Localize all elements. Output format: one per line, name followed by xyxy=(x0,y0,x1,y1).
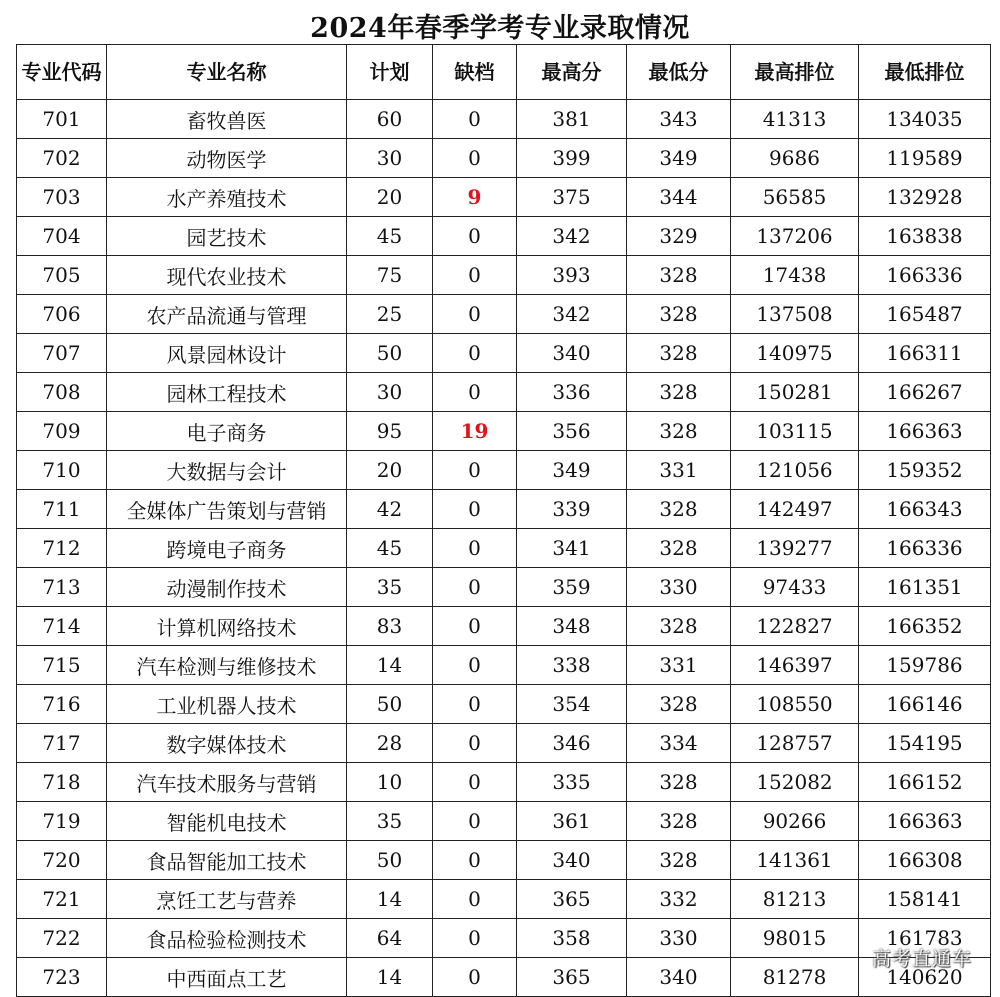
cell-max-score: 335 xyxy=(517,763,627,802)
cell-code: 718 xyxy=(17,763,107,802)
cell-max-rank: 56585 xyxy=(731,178,859,217)
cell-name: 计算机网络技术 xyxy=(107,607,347,646)
cell-code: 707 xyxy=(17,334,107,373)
cell-max-score: 348 xyxy=(517,607,627,646)
cell-min-rank: 134035 xyxy=(859,100,991,139)
header-gap: 缺档 xyxy=(433,45,517,100)
cell-min-rank: 132928 xyxy=(859,178,991,217)
cell-code: 706 xyxy=(17,295,107,334)
table-row xyxy=(17,139,991,178)
cell-plan: 42 xyxy=(347,490,433,529)
cell-code: 712 xyxy=(17,529,107,568)
cell-code: 714 xyxy=(17,607,107,646)
cell-min-score: 328 xyxy=(627,490,731,529)
cell-max-score: 399 xyxy=(517,139,627,178)
cell-min-score: 331 xyxy=(627,646,731,685)
table-row xyxy=(17,841,991,880)
cell-name: 食品检验检测技术 xyxy=(107,919,347,958)
cell-min-score: 328 xyxy=(627,256,731,295)
table-row xyxy=(17,373,991,412)
cell-gap: 0 xyxy=(433,373,517,412)
cell-name: 动物医学 xyxy=(107,139,347,178)
cell-max-score: 365 xyxy=(517,958,627,997)
cell-max-rank: 146397 xyxy=(731,646,859,685)
cell-min-score: 328 xyxy=(627,685,731,724)
header-row xyxy=(17,45,991,100)
header-min-rank: 最低排位 xyxy=(859,45,991,100)
cell-gap: 0 xyxy=(433,646,517,685)
cell-name: 动漫制作技术 xyxy=(107,568,347,607)
cell-max-rank: 121056 xyxy=(731,451,859,490)
cell-gap: 0 xyxy=(433,568,517,607)
cell-name: 工业机器人技术 xyxy=(107,685,347,724)
cell-name: 全媒体广告策划与营销 xyxy=(107,490,347,529)
cell-min-score: 329 xyxy=(627,217,731,256)
cell-plan: 83 xyxy=(347,607,433,646)
cell-name: 大数据与会计 xyxy=(107,451,347,490)
cell-min-score: 332 xyxy=(627,880,731,919)
cell-gap: 0 xyxy=(433,451,517,490)
cell-max-score: 381 xyxy=(517,100,627,139)
cell-gap: 19 xyxy=(433,412,517,451)
page-title: 2024年春季学考专业录取情况 xyxy=(310,13,690,44)
cell-min-rank: 158141 xyxy=(859,880,991,919)
table-row xyxy=(17,685,991,724)
table-row xyxy=(17,217,991,256)
cell-code: 723 xyxy=(17,958,107,997)
cell-gap: 0 xyxy=(433,607,517,646)
cell-min-rank: 161783 xyxy=(859,919,991,958)
admission-table xyxy=(16,44,991,997)
table-row xyxy=(17,256,991,295)
cell-min-rank: 166308 xyxy=(859,841,991,880)
cell-name: 智能机电技术 xyxy=(107,802,347,841)
table-row xyxy=(17,763,991,802)
cell-min-score: 330 xyxy=(627,568,731,607)
cell-max-score: 365 xyxy=(517,880,627,919)
cell-plan: 30 xyxy=(347,139,433,178)
cell-min-rank: 119589 xyxy=(859,139,991,178)
cell-min-rank: 140620 xyxy=(859,958,991,997)
header-max-score: 最高分 xyxy=(517,45,627,100)
cell-code: 720 xyxy=(17,841,107,880)
cell-min-score: 328 xyxy=(627,529,731,568)
cell-min-score: 328 xyxy=(627,373,731,412)
cell-plan: 35 xyxy=(347,802,433,841)
cell-min-rank: 159786 xyxy=(859,646,991,685)
cell-name: 跨境电子商务 xyxy=(107,529,347,568)
cell-min-score: 343 xyxy=(627,100,731,139)
cell-min-rank: 163838 xyxy=(859,217,991,256)
cell-min-score: 334 xyxy=(627,724,731,763)
cell-max-rank: 81213 xyxy=(731,880,859,919)
cell-max-rank: 41313 xyxy=(731,100,859,139)
table-row xyxy=(17,490,991,529)
cell-plan: 14 xyxy=(347,958,433,997)
cell-max-score: 356 xyxy=(517,412,627,451)
cell-plan: 35 xyxy=(347,568,433,607)
cell-max-rank: 90266 xyxy=(731,802,859,841)
cell-gap: 0 xyxy=(433,919,517,958)
cell-min-rank: 166336 xyxy=(859,256,991,295)
cell-name: 园艺技术 xyxy=(107,217,347,256)
table-body xyxy=(17,100,991,997)
header-code: 专业代码 xyxy=(17,45,107,100)
cell-max-rank: 9686 xyxy=(731,139,859,178)
table-row xyxy=(17,802,991,841)
cell-max-rank: 98015 xyxy=(731,919,859,958)
cell-max-rank: 108550 xyxy=(731,685,859,724)
cell-name: 农产品流通与管理 xyxy=(107,295,347,334)
table-row xyxy=(17,529,991,568)
cell-max-score: 339 xyxy=(517,490,627,529)
cell-plan: 14 xyxy=(347,880,433,919)
cell-max-rank: 122827 xyxy=(731,607,859,646)
cell-max-rank: 140975 xyxy=(731,334,859,373)
cell-max-score: 342 xyxy=(517,217,627,256)
watermark: 高考直通车 xyxy=(871,948,972,970)
cell-max-score: 340 xyxy=(517,841,627,880)
cell-plan: 95 xyxy=(347,412,433,451)
cell-name: 风景园林设计 xyxy=(107,334,347,373)
cell-min-rank: 166343 xyxy=(859,490,991,529)
cell-max-rank: 17438 xyxy=(731,256,859,295)
cell-min-score: 328 xyxy=(627,412,731,451)
cell-min-rank: 166267 xyxy=(859,373,991,412)
cell-code: 711 xyxy=(17,490,107,529)
cell-code: 713 xyxy=(17,568,107,607)
cell-code: 721 xyxy=(17,880,107,919)
cell-max-rank: 137206 xyxy=(731,217,859,256)
table-row xyxy=(17,919,991,958)
cell-plan: 45 xyxy=(347,217,433,256)
cell-code: 708 xyxy=(17,373,107,412)
cell-plan: 10 xyxy=(347,763,433,802)
cell-min-rank: 165487 xyxy=(859,295,991,334)
cell-max-score: 354 xyxy=(517,685,627,724)
cell-min-score: 330 xyxy=(627,919,731,958)
table-row xyxy=(17,724,991,763)
cell-code: 710 xyxy=(17,451,107,490)
cell-code: 705 xyxy=(17,256,107,295)
cell-name: 中西面点工艺 xyxy=(107,958,347,997)
cell-gap: 0 xyxy=(433,529,517,568)
cell-max-score: 341 xyxy=(517,529,627,568)
cell-gap: 0 xyxy=(433,256,517,295)
cell-min-score: 328 xyxy=(627,607,731,646)
cell-gap: 0 xyxy=(433,724,517,763)
cell-max-rank: 81278 xyxy=(731,958,859,997)
table-row xyxy=(17,958,991,997)
cell-max-score: 342 xyxy=(517,295,627,334)
cell-plan: 60 xyxy=(347,100,433,139)
cell-min-rank: 166352 xyxy=(859,607,991,646)
cell-min-score: 349 xyxy=(627,139,731,178)
cell-min-rank: 166336 xyxy=(859,529,991,568)
cell-min-score: 328 xyxy=(627,295,731,334)
cell-min-score: 328 xyxy=(627,334,731,373)
cell-plan: 50 xyxy=(347,334,433,373)
table-row xyxy=(17,880,991,919)
cell-max-score: 393 xyxy=(517,256,627,295)
cell-max-rank: 150281 xyxy=(731,373,859,412)
cell-name: 电子商务 xyxy=(107,412,347,451)
cell-name: 数字媒体技术 xyxy=(107,724,347,763)
cell-plan: 75 xyxy=(347,256,433,295)
cell-max-score: 358 xyxy=(517,919,627,958)
cell-max-rank: 139277 xyxy=(731,529,859,568)
cell-max-score: 361 xyxy=(517,802,627,841)
cell-min-score: 340 xyxy=(627,958,731,997)
cell-max-rank: 142497 xyxy=(731,490,859,529)
cell-min-score: 328 xyxy=(627,841,731,880)
cell-min-score: 331 xyxy=(627,451,731,490)
cell-max-score: 336 xyxy=(517,373,627,412)
cell-plan: 25 xyxy=(347,295,433,334)
cell-gap: 0 xyxy=(433,295,517,334)
cell-name: 烹饪工艺与营养 xyxy=(107,880,347,919)
cell-max-score: 349 xyxy=(517,451,627,490)
header-min-score: 最低分 xyxy=(627,45,731,100)
cell-gap: 0 xyxy=(433,880,517,919)
cell-gap: 0 xyxy=(433,841,517,880)
cell-min-rank: 166311 xyxy=(859,334,991,373)
cell-min-score: 344 xyxy=(627,178,731,217)
cell-code: 702 xyxy=(17,139,107,178)
cell-max-rank: 103115 xyxy=(731,412,859,451)
cell-min-rank: 161351 xyxy=(859,568,991,607)
table-row xyxy=(17,100,991,139)
cell-code: 701 xyxy=(17,100,107,139)
table-row xyxy=(17,607,991,646)
cell-code: 716 xyxy=(17,685,107,724)
cell-min-rank: 166363 xyxy=(859,802,991,841)
table-row xyxy=(17,178,991,217)
cell-code: 719 xyxy=(17,802,107,841)
cell-gap: 0 xyxy=(433,334,517,373)
cell-plan: 14 xyxy=(347,646,433,685)
cell-gap: 9 xyxy=(433,178,517,217)
cell-name: 汽车技术服务与营销 xyxy=(107,763,347,802)
cell-min-score: 328 xyxy=(627,802,731,841)
cell-gap: 0 xyxy=(433,802,517,841)
table-row xyxy=(17,451,991,490)
cell-gap: 0 xyxy=(433,763,517,802)
cell-max-rank: 152082 xyxy=(731,763,859,802)
cell-code: 704 xyxy=(17,217,107,256)
cell-min-score: 328 xyxy=(627,763,731,802)
cell-max-rank: 97433 xyxy=(731,568,859,607)
cell-plan: 64 xyxy=(347,919,433,958)
header-name: 专业名称 xyxy=(107,45,347,100)
cell-max-score: 340 xyxy=(517,334,627,373)
cell-min-rank: 154195 xyxy=(859,724,991,763)
cell-name: 水产养殖技术 xyxy=(107,178,347,217)
cell-name: 园林工程技术 xyxy=(107,373,347,412)
cell-gap: 0 xyxy=(433,217,517,256)
cell-gap: 0 xyxy=(433,139,517,178)
cell-min-rank: 166146 xyxy=(859,685,991,724)
cell-plan: 50 xyxy=(347,685,433,724)
cell-max-rank: 137508 xyxy=(731,295,859,334)
cell-code: 703 xyxy=(17,178,107,217)
cell-max-score: 346 xyxy=(517,724,627,763)
cell-plan: 30 xyxy=(347,373,433,412)
cell-code: 717 xyxy=(17,724,107,763)
cell-name: 畜牧兽医 xyxy=(107,100,347,139)
cell-plan: 20 xyxy=(347,451,433,490)
cell-code: 722 xyxy=(17,919,107,958)
cell-min-rank: 166152 xyxy=(859,763,991,802)
cell-plan: 50 xyxy=(347,841,433,880)
cell-gap: 0 xyxy=(433,958,517,997)
cell-name: 汽车检测与维修技术 xyxy=(107,646,347,685)
cell-max-rank: 141361 xyxy=(731,841,859,880)
table-row xyxy=(17,646,991,685)
cell-min-rank: 166363 xyxy=(859,412,991,451)
cell-name: 食品智能加工技术 xyxy=(107,841,347,880)
cell-gap: 0 xyxy=(433,100,517,139)
cell-min-rank: 159352 xyxy=(859,451,991,490)
cell-code: 709 xyxy=(17,412,107,451)
table-row xyxy=(17,412,991,451)
table-row xyxy=(17,295,991,334)
header-max-rank: 最高排位 xyxy=(731,45,859,100)
cell-gap: 0 xyxy=(433,490,517,529)
cell-max-score: 338 xyxy=(517,646,627,685)
cell-code: 715 xyxy=(17,646,107,685)
table-row xyxy=(17,334,991,373)
cell-plan: 45 xyxy=(347,529,433,568)
cell-max-rank: 128757 xyxy=(731,724,859,763)
cell-plan: 20 xyxy=(347,178,433,217)
table-row xyxy=(17,568,991,607)
cell-gap: 0 xyxy=(433,685,517,724)
cell-max-score: 375 xyxy=(517,178,627,217)
header-plan: 计划 xyxy=(347,45,433,100)
cell-name: 现代农业技术 xyxy=(107,256,347,295)
cell-plan: 28 xyxy=(347,724,433,763)
cell-max-score: 359 xyxy=(517,568,627,607)
